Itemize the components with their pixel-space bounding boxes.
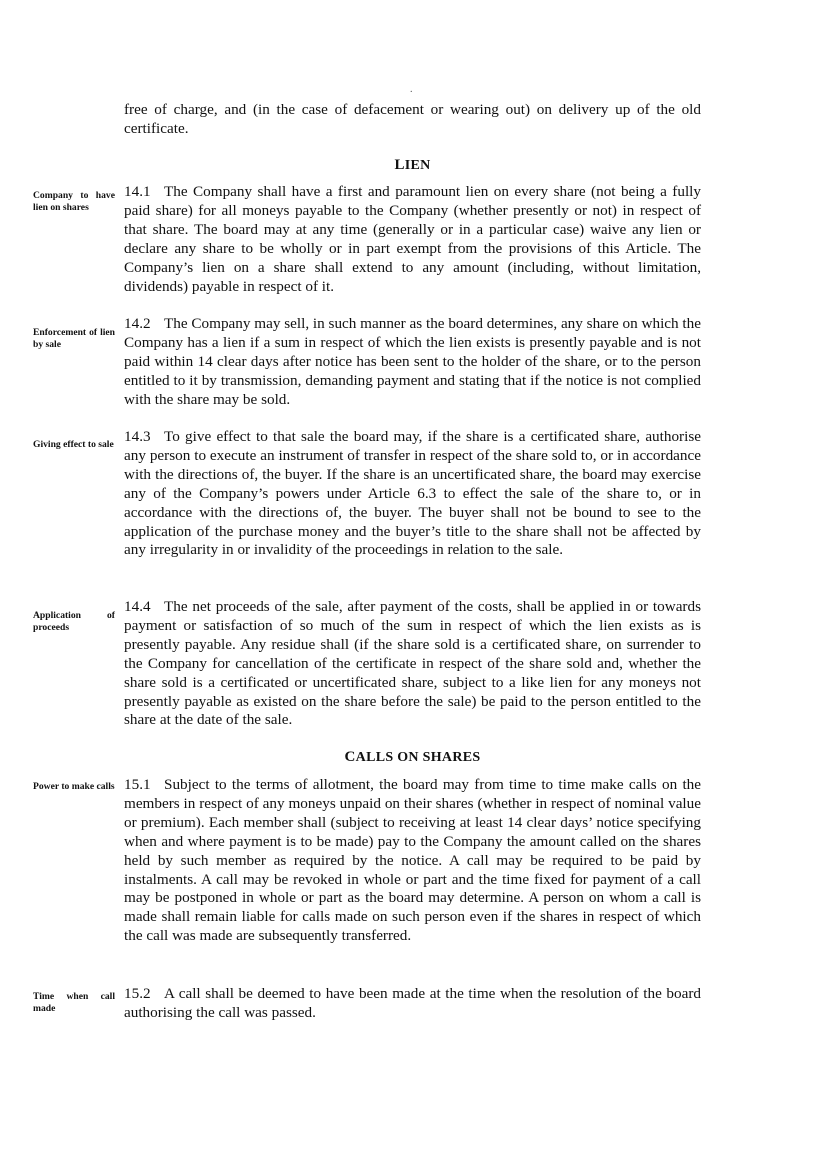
clause-number: 14.3 (124, 428, 151, 445)
heading-rest: IEN (404, 158, 431, 173)
section-heading-lien (124, 157, 701, 174)
margin-note-15-1: Power to make calls (33, 781, 115, 792)
heading-initial: L (394, 157, 405, 173)
clause-14-4 (124, 598, 701, 730)
clause-number: 14.4 (124, 598, 151, 615)
margin-note-15-2: Time when call made (33, 991, 115, 1014)
clause-number: 14.2 (124, 315, 151, 332)
margin-note-14-2: Enforcement of lien by sale (33, 327, 115, 350)
heading-rest: ALLS ON SHARES (355, 750, 481, 765)
clause-number: 15.1 (124, 776, 151, 793)
margin-note-14-4: Application of proceeds (33, 610, 115, 633)
clause-14-1 (124, 183, 701, 296)
heading-initial: C (344, 749, 356, 765)
clause-text: The net proceeds of the sale, after payment of the costs, shall be applied in or towards payment or satisfaction of so much of the sum in respect of which the lien exists as is presently payable. Any residue shall (if the share sold is a certificated share, on surrender to the Company for cancellation of the certificate in respect of the share sold and, whether the share sold is a certificated or uncertificated share, subject to a like lien for any moneys not presently payable as existed on the share before the sale) be paid to the person entitled to the share at the date of the sale. (124, 598, 701, 729)
clause-text: The Company may sell, in such manner as the board determines, any share on which the Company has a lien if a sum in respect of which the lien exists is presently payable and is not paid within 14 clear days after notice has been sent to the holder of the share, or to the person entitled to it by transmission, demanding payment and stating that if the notice is not complied with the share may be sold. (124, 315, 701, 408)
clause-14-2 (124, 315, 701, 410)
clause-text: A call shall be deemed to have been made at the time when the resolution of the board authorising the call was passed. (124, 985, 701, 1021)
margin-note-14-1: Company to have lien on shares (33, 190, 115, 213)
clause-14-3 (124, 428, 701, 560)
intro-paragraph: free of charge, and (in the case of defacement or wearing out) on delivery up of the old certificate. (124, 101, 701, 137)
margin-note-14-3: Giving effect to sale (33, 439, 114, 450)
clause-15-2 (124, 985, 701, 1023)
clause-text: The Company shall have a first and paramount lien on every share (not being a fully paid share) for all moneys payable to the Company (whether presently or not) in respect of that share. The board may at any time (generally or in a particular case) waive any lien or declare any share to be wholly or in part exempt from the provisions of this Article. The Company’s lien on a share shall extend to any amount (including, without limitation, dividends) payable in respect of it. (124, 183, 701, 295)
clause-text: Subject to the terms of allotment, the board may from time to time make calls on the members in respect of any moneys unpaid on their shares (whether in respect of nominal value or premium). Each member shall (subject to receiving at least 14 clear days’ notice specifying when and where payment is to be made) pay to the Company the amount called on the shares held by such member as required by the notice. A call may be required to be paid by instalments. A call may be revoked in whole or part and the time fixed for payment of a call may be postponed in whole or part as the board may determine. A person on whom a call is made shall remain liable for calls made on such person even if the shares in respect of which the call was made are subsequently transferred. (124, 776, 701, 945)
page-mark: . (410, 84, 413, 95)
section-heading-calls-on-shares (124, 749, 701, 766)
clause-15-1 (124, 776, 701, 946)
clause-text: To give effect to that sale the board may, if the share is a certificated share, authorise any person to execute an instrument of transfer in respect of the share sold to, or in accordance with the directions of, the buyer. If the share is an uncertificated share, the board may exercise any of the Company’s powers under Article 6.3 to effect the sale of the share to, or in accordance with the directions of, the buyer. The buyer shall not be bound to see to the application of the purchase money and the buyer’s title to the share shall not be affected by any irregularity in or invalidity of the proceedings in relation to the sale. (124, 428, 701, 559)
clause-number: 14.1 (124, 183, 151, 200)
clause-number: 15.2 (124, 985, 151, 1002)
